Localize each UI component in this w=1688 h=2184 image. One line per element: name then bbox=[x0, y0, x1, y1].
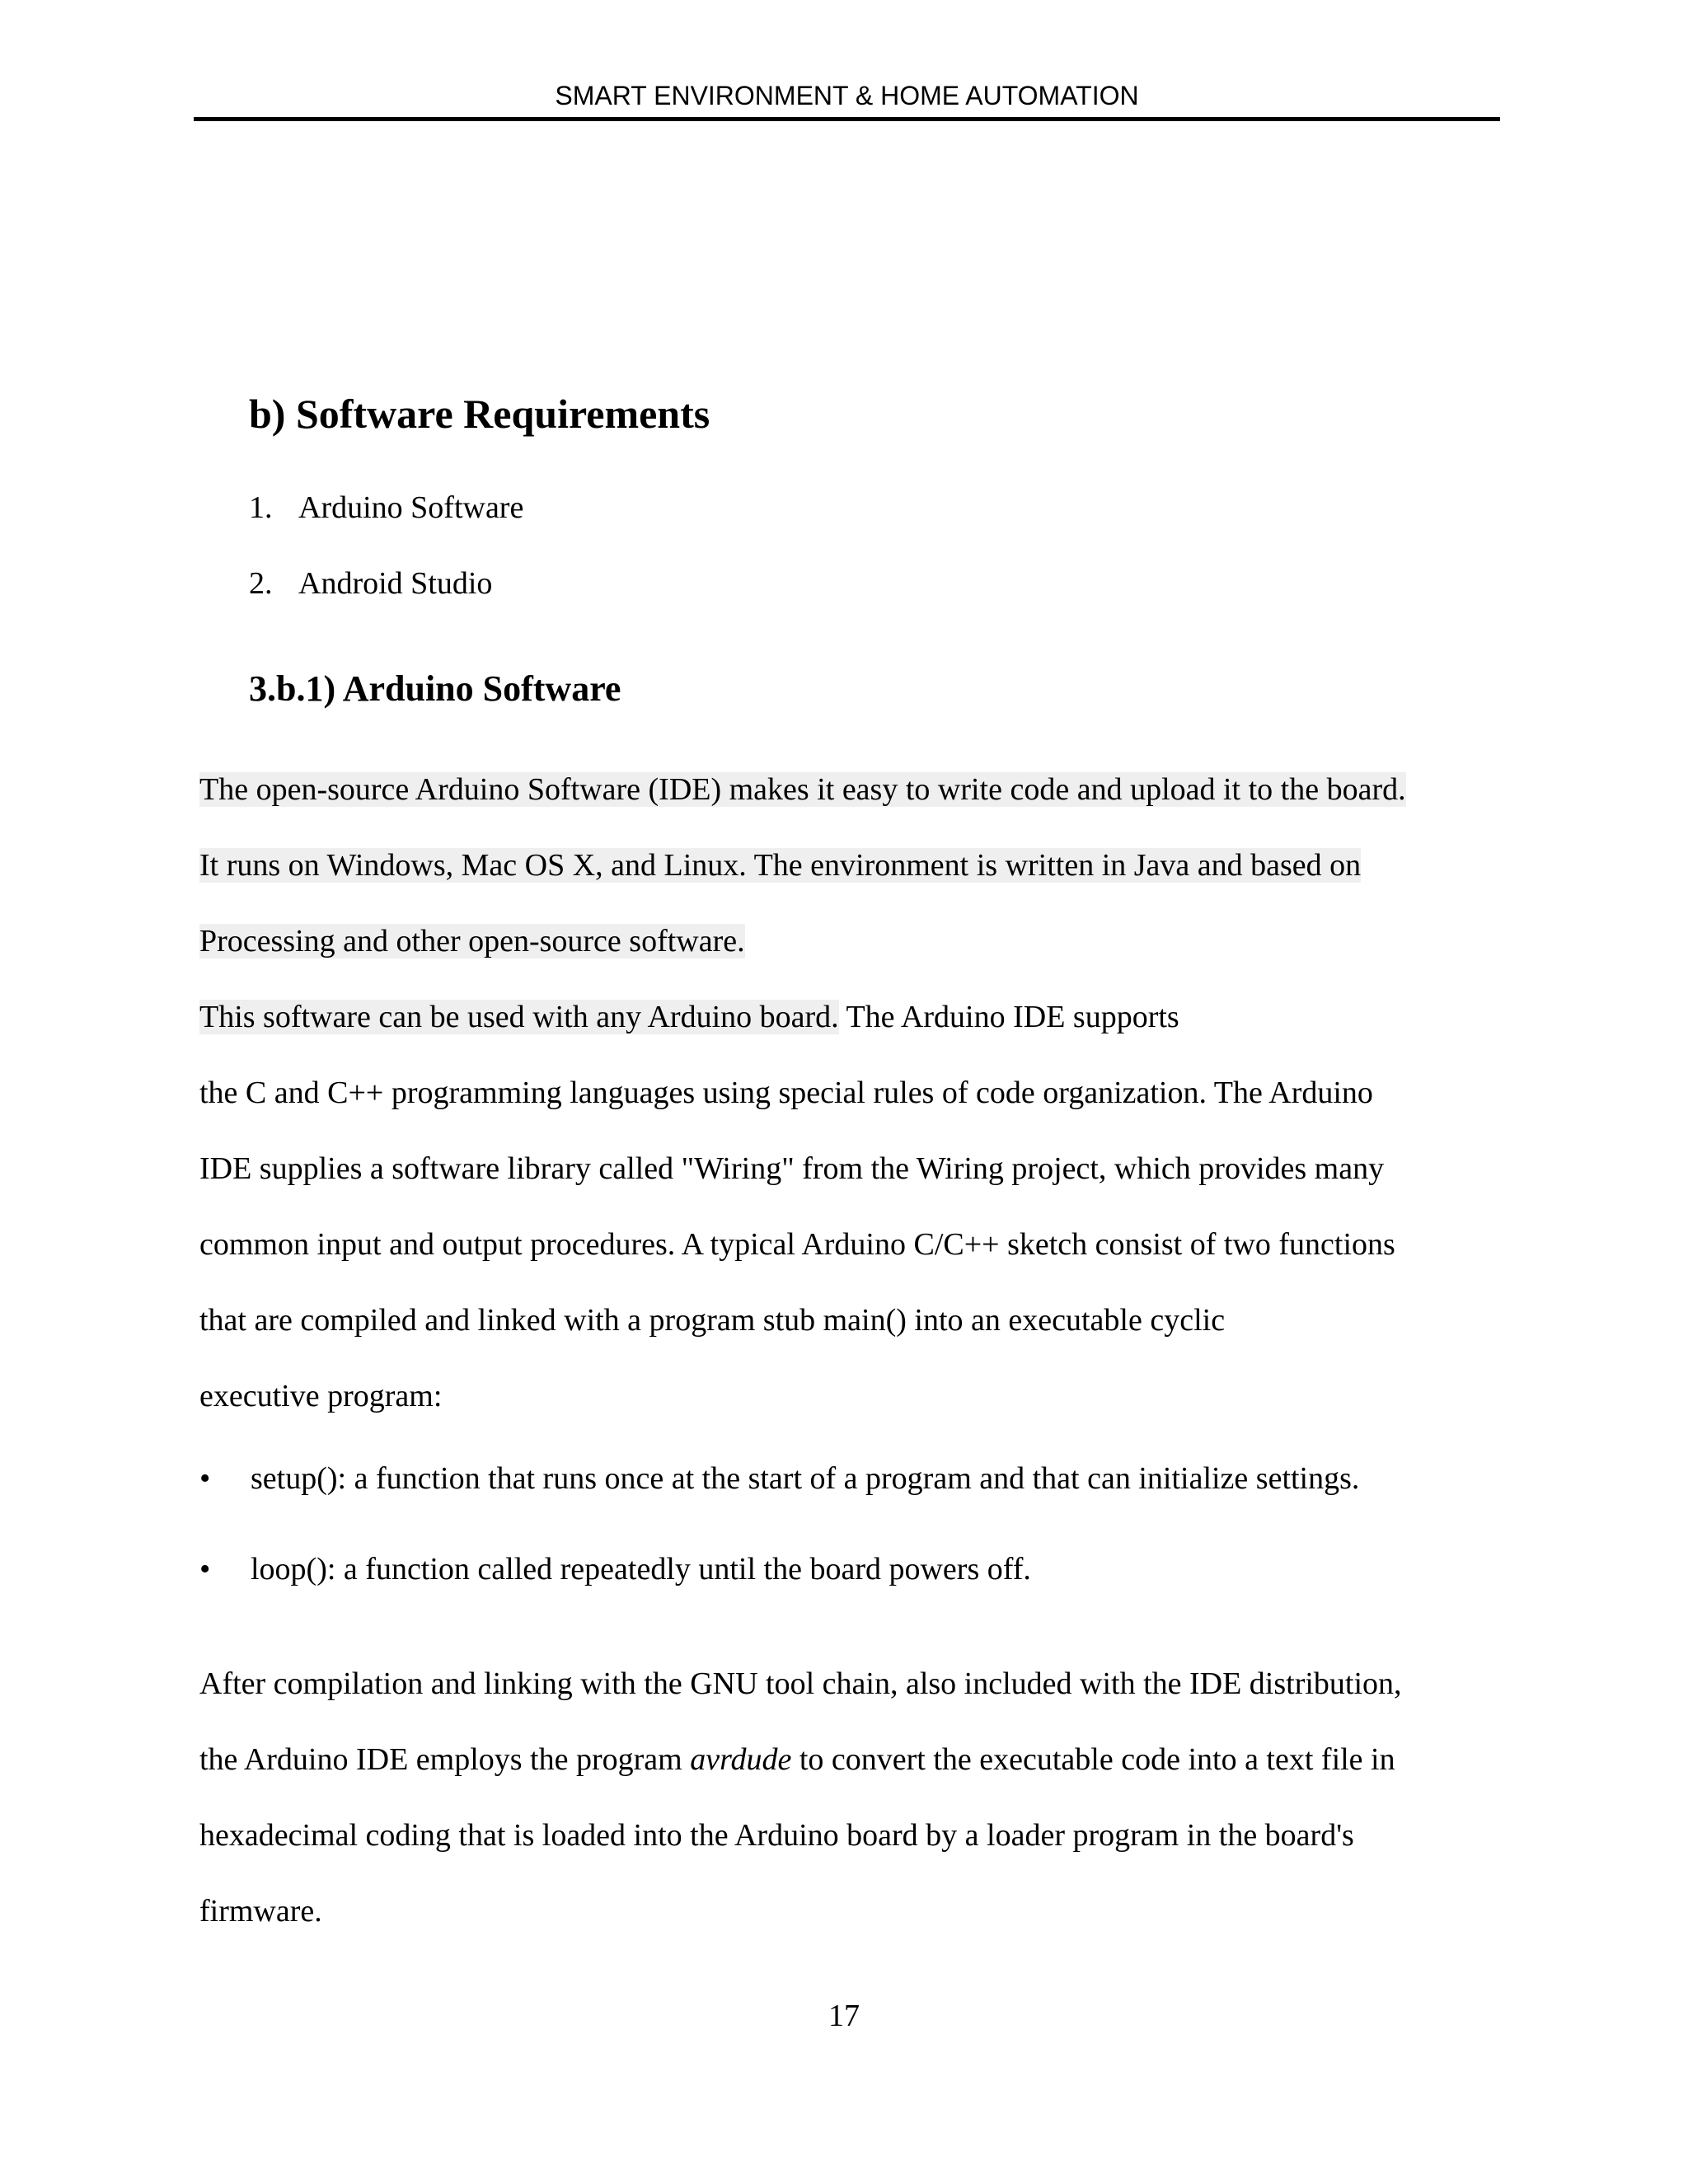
header-rule bbox=[194, 117, 1500, 121]
bullet-text: setup(): a function that runs once at the start of a program and that can initialize settings. bbox=[251, 1461, 1360, 1496]
requirement-text: Android Studio bbox=[298, 566, 493, 601]
plain-text: the Arduino IDE employs the program bbox=[199, 1742, 691, 1777]
closing-paragraph bbox=[199, 1646, 1518, 1949]
paragraph-line: the C and C++ programming languages using special rules of code organization. The Arduino bbox=[199, 1076, 1373, 1110]
list-number: 1. bbox=[249, 490, 273, 525]
page-number: 17 bbox=[828, 1999, 860, 2033]
intro-paragraph bbox=[199, 752, 1518, 1434]
paragraph-line bbox=[199, 1722, 1518, 1797]
highlighted-text: The open-source Arduino Software (IDE) makes it easy to write code and upload it to the board. bbox=[199, 772, 1406, 807]
italic-term: avrdude bbox=[690, 1742, 792, 1777]
paragraph-line: hexadecimal coding that is loaded into the Arduino board by a loader program in the board's bbox=[199, 1818, 1354, 1853]
paragraph-line bbox=[199, 752, 1518, 827]
plain-text: The Arduino IDE supports bbox=[838, 1000, 1179, 1034]
requirement-text: Arduino Software bbox=[298, 490, 524, 525]
highlighted-text: It runs on Windows, Mac OS X, and Linux. The environment is written in Java and based on bbox=[199, 848, 1362, 883]
paragraph-line: IDE supplies a software library called "Wiring" from the Wiring project, which provides many bbox=[199, 1151, 1385, 1186]
highlighted-text: Processing and other open-source software. bbox=[199, 924, 745, 958]
paragraph-line: common input and output procedures. A typical Arduino C/C++ sketch consist of two functions bbox=[199, 1227, 1395, 1262]
section-heading: b) Software Requirements bbox=[249, 391, 710, 437]
running-header: SMART ENVIRONMENT & HOME AUTOMATION bbox=[555, 81, 1139, 110]
paragraph-line: that are compiled and linked with a program stub main() into an executable cyclic bbox=[199, 1303, 1226, 1338]
subsection-heading: 3.b.1) Arduino Software bbox=[249, 668, 621, 709]
plain-text: to convert the executable code into a text file in bbox=[791, 1742, 1395, 1777]
paragraph-line bbox=[199, 979, 1518, 1055]
paragraph-line bbox=[199, 827, 1518, 903]
paragraph-line: executive program: bbox=[199, 1379, 443, 1413]
highlighted-text: This software can be used with any Arduino board. bbox=[199, 1000, 839, 1034]
paragraph-line bbox=[199, 903, 1518, 979]
list-number: 2. bbox=[249, 566, 273, 601]
paragraph-line: firmware. bbox=[199, 1894, 322, 1929]
bullet-text: loop(): a function called repeatedly until the board powers off. bbox=[251, 1552, 1031, 1586]
paragraph-line: After compilation and linking with the GNU tool chain, also included with the IDE distribution, bbox=[199, 1666, 1402, 1701]
bullet-icon: • bbox=[199, 1461, 211, 1496]
bullet-icon: • bbox=[199, 1552, 211, 1586]
